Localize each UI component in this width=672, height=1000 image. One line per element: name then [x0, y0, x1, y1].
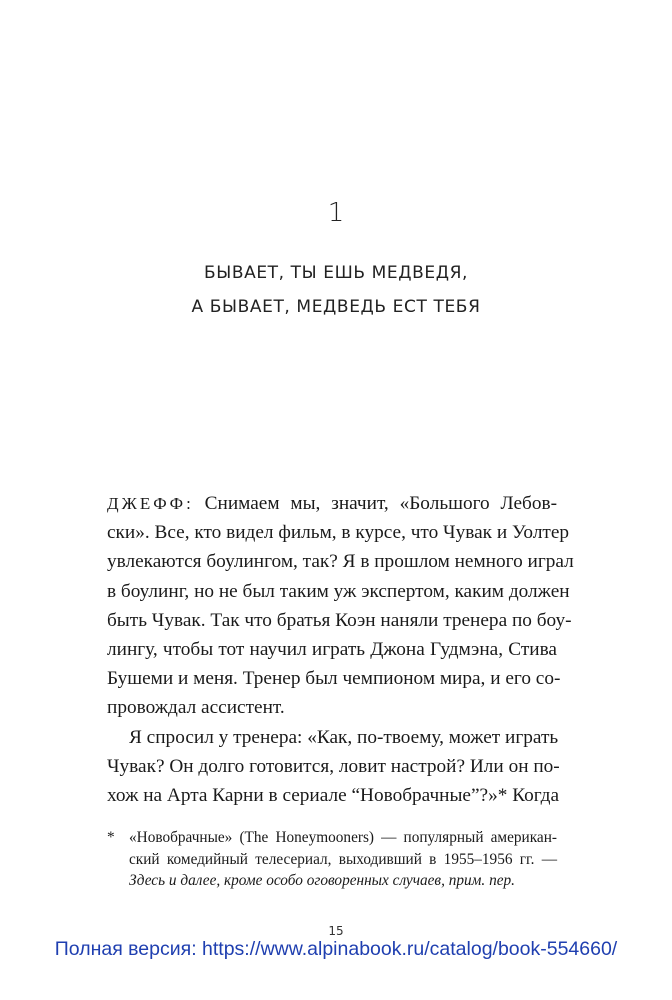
- body-line: хож на Арта Карни в сериале “Новобрачные”?»* Когда: [107, 785, 560, 807]
- body-line: лингу, чтобы тот научил играть Джона Гудмэна, Стива: [107, 639, 557, 661]
- footnote-line: «Новобрачные» (The Honeymooners) — популярный американ-: [129, 829, 557, 846]
- body-line: в боулинг, но не был таким уж экспертом, каким должен: [107, 580, 570, 602]
- body-line: [107, 489, 557, 518]
- speaker-label: ДЖЕФФ:: [107, 494, 194, 513]
- footnote-mark: *: [107, 829, 115, 846]
- footnote-body: [129, 827, 557, 892]
- footnote: [107, 827, 557, 892]
- chapter-title-line-2: А БЫВАЕТ, МЕДВЕДЬ ЕСТ ТЕБЯ: [191, 297, 481, 317]
- body-line: ски». Все, кто видел фильм, в курсе, что Чувак и Уолтер: [107, 522, 570, 544]
- body-line: быть Чувак. Так что братья Коэн наняли тренера по боу-: [107, 609, 572, 631]
- body-line: Чувак? Он долго готовится, ловит настрой? Или он по-: [107, 755, 560, 777]
- footnote-line-italic: Здесь и далее, кроме особо оговоренных случаев, прим. пер.: [129, 872, 515, 889]
- body-line: увлекаются боулингом, так? Я в прошлом немного играл: [107, 551, 574, 573]
- chapter-title-line-1: БЫВАЕТ, ТЫ ЕШЬ МЕДВЕДЯ,: [203, 263, 469, 283]
- body-line-text: Снимаем мы, значит, «Большого Лебов-: [204, 493, 557, 514]
- body-line: Я спросил у тренера: «Как, по-твоему, может играть: [129, 726, 559, 748]
- chapter-number: 1: [327, 198, 345, 228]
- full-version-link[interactable]: Полная версия: https://www.alpinabook.ru/catalog/book-554660/: [54, 938, 618, 960]
- footnote-line: ский комедийный телесериал, выходивший в 1955–1956 гг. —: [129, 850, 557, 868]
- body-text: [107, 489, 574, 810]
- body-line: Бушеми и меня. Тренер был чемпионом мира, и его со-: [107, 668, 561, 690]
- chapter-title: [0, 256, 672, 324]
- page-number: 15: [328, 924, 344, 938]
- body-line: провождал ассистент.: [107, 697, 285, 719]
